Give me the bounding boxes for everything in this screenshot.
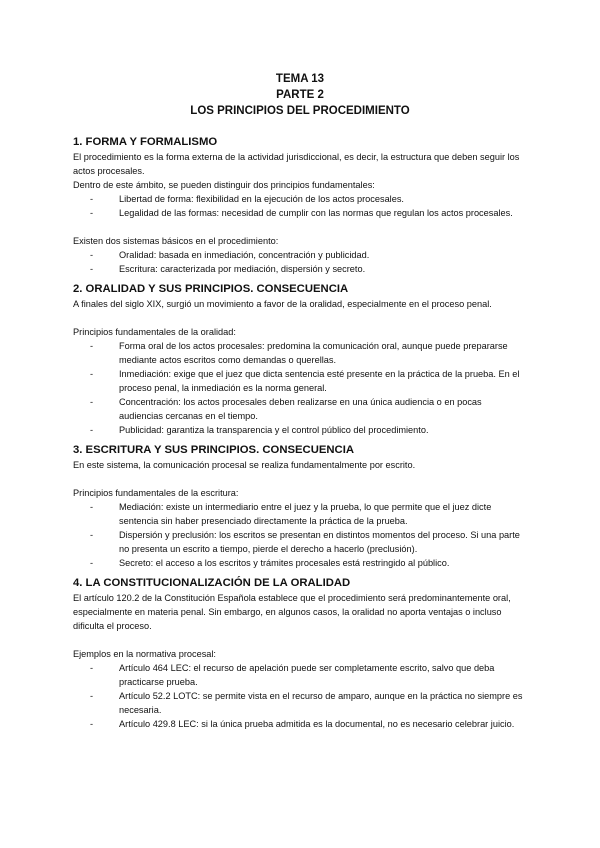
list-item: - Legalidad de las formas: necesidad de cumplir con las normas que regulan los actos procesales. xyxy=(73,206,523,220)
list-item: - Escritura: caracterizada por mediación, dispersión y secreto. xyxy=(73,262,523,276)
bullet-list xyxy=(73,339,523,437)
bullet-list xyxy=(73,192,523,220)
list-item: - Libertad de forma: flexibilidad en la ejecución de los actos procesales. xyxy=(73,192,523,206)
paragraph: Principios fundamentales de la escritura: xyxy=(73,488,239,498)
list-item: - Forma oral de los actos procesales: predomina la comunicación oral, aunque puede prepararse mediante actos escritos como demandas o querellas. xyxy=(73,339,523,367)
section-3 xyxy=(73,443,523,570)
title-subject: LOS PRINCIPIOS DEL PROCEDIMIENTO xyxy=(190,105,410,117)
list-item: - Mediación: existe un intermediario entre el juez y la prueba, lo que permite que el juez dicte sentencia sin haber presenciado directamente la práctica de la prueba. xyxy=(73,500,523,528)
section-4 xyxy=(73,576,523,731)
section-heading: 2. ORALIDAD Y SUS PRINCIPIOS. CONSECUENCIA xyxy=(73,283,349,295)
paragraph: Existen dos sistemas básicos en el procedimiento: xyxy=(73,236,279,246)
paragraph: El artículo 120.2 de la Constitución Española establece que el procedimiento será predominantemente oral, especialmente en materia penal. Sin embargo, en algunos casos, la oralidad no aporta ventajas o incluso dificulta el proceso. xyxy=(73,593,511,631)
section-heading: 4. LA CONSTITUCIONALIZACIÓN DE LA ORALIDAD xyxy=(73,577,351,589)
list-item: - Artículo 464 LEC: el recurso de apelación puede ser completamente escrito, salvo que deba practicarse prueba. xyxy=(73,661,523,689)
list-item: - Dispersión y preclusión: los escritos se presentan en distintos momentos del proceso. Si una parte no presenta un escrito a tiempo, pierde el derecho a hacerlo (preclusión). xyxy=(73,528,523,556)
list-item: - Oralidad: basada en inmediación, concentración y publicidad. xyxy=(73,248,523,262)
section-1 xyxy=(73,135,523,276)
list-item: - Concentración: los actos procesales deben realizarse en una única audiencia o en pocas audiencias cercanas en el tiempo. xyxy=(73,395,523,423)
document-title xyxy=(0,71,600,119)
bullet-list xyxy=(73,248,523,276)
list-item: - Artículo 52.2 LOTC: se permite vista en el recurso de amparo, aunque en la práctica no siempre es necesaria. xyxy=(73,689,523,717)
section-heading: 3. ESCRITURA Y SUS PRINCIPIOS. CONSECUENCIA xyxy=(73,444,355,456)
list-item: - Secreto: el acceso a los escritos y trámites procesales está restringido al público. xyxy=(73,556,523,570)
paragraph: Principios fundamentales de la oralidad: xyxy=(73,327,236,337)
list-item: - Inmediación: exige que el juez que dicta sentencia esté presente en la práctica de la prueba. En el proceso penal, la inmediación es la norma general. xyxy=(73,367,523,395)
paragraph: Dentro de este ámbito, se pueden distinguir dos principios fundamentales: xyxy=(73,180,375,190)
title-part: PARTE 2 xyxy=(276,89,324,101)
paragraph: El procedimiento es la forma externa de la actividad jurisdiccional, es decir, la estructura que deben seguir los actos procesales. xyxy=(73,152,520,176)
document-body xyxy=(73,135,523,731)
bullet-list xyxy=(73,661,523,731)
title-topic: TEMA 13 xyxy=(275,73,325,85)
section-heading: 1. FORMA Y FORMALISMO xyxy=(73,136,218,148)
list-item: - Publicidad: garantiza la transparencia y el control público del procedimiento. xyxy=(73,423,523,437)
paragraph: En este sistema, la comunicación procesal se realiza fundamentalmente por escrito. xyxy=(73,460,416,470)
paragraph: A finales del siglo XIX, surgió un movimiento a favor de la oralidad, especialmente en el proceso penal. xyxy=(73,299,492,309)
bullet-list xyxy=(73,500,523,570)
paragraph: Ejemplos en la normativa procesal: xyxy=(73,649,216,659)
list-item: - Artículo 429.8 LEC: si la única prueba admitida es la documental, no es necesario celebrar juicio. xyxy=(73,717,523,731)
section-2 xyxy=(73,282,523,437)
